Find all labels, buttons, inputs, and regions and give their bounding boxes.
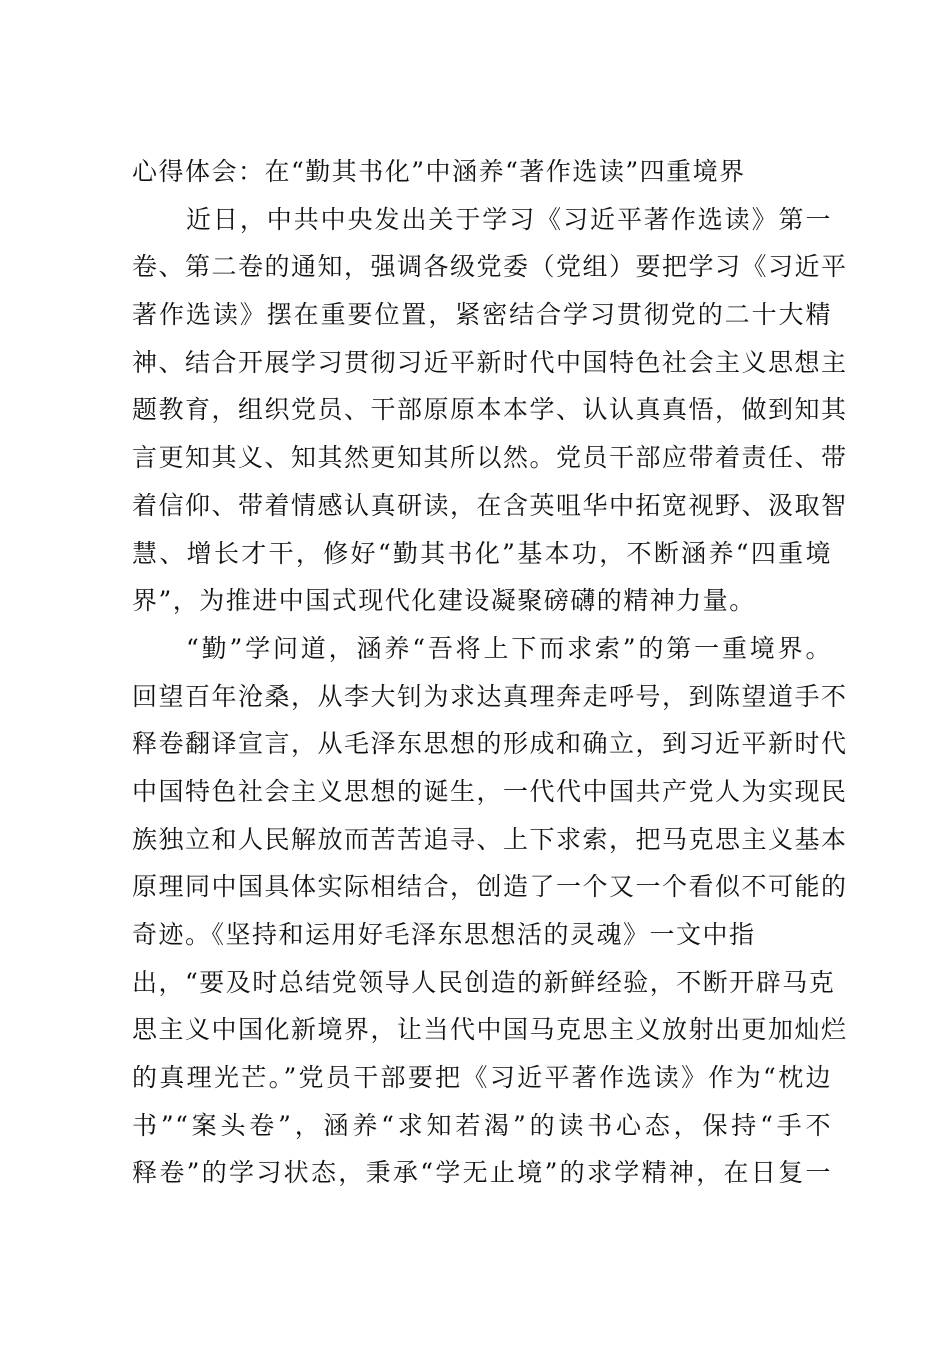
text-line: 释卷翻译宣言，从毛泽东思想的形成和确立，到习近平新时代 xyxy=(132,729,848,759)
text-line: 释卷”的学习状态，秉承“学无止境”的求学精神，在日复一 xyxy=(132,1158,832,1188)
text-line: 言更知其义、知其然更知其所以然。党员干部应带着责任、带 xyxy=(132,443,848,473)
text-line: 出，“要及时总结党领导人民创造的新鲜经验，不断开辟马克 xyxy=(132,967,836,997)
text-line: 卷、第二卷的通知，强调各级党委（党组）要把学习《习近平 xyxy=(132,252,848,282)
text-line: 著作选读》摆在重要位置，紧密结合学习贯彻党的二十大精 xyxy=(132,300,832,330)
text-line: 原理同中国具体实际相结合，创造了一个又一个看似不可能的 xyxy=(132,872,848,902)
text-line: 题教育，组织党员、干部原原本本学、认认真真悟，做到知其 xyxy=(132,395,848,425)
text-line: 族独立和人民解放而苦苦追寻、上下求索，把马克思主义基本 xyxy=(132,824,848,854)
text-line: 奇迹。《坚持和运用好毛泽东思想活的灵魂》一文中指 xyxy=(132,920,756,949)
document-body xyxy=(132,148,848,1197)
text-line: 慧、增长才干，修好“勤其书化”基本功，不断涵养“四重境 xyxy=(132,538,832,568)
text-line: 思主义中国化新境界，让当代中国马克思主义放射出更加灿烂 xyxy=(132,1015,848,1045)
document-title: 心得体会：在“勤其书化”中涵养“著作选读”四重境界 xyxy=(132,157,746,186)
text-line: 着信仰、带着情感认真研读，在含英咀华中拓宽视野、汲取智 xyxy=(132,490,848,520)
text-line: 近日，中共中央发出关于学习《习近平著作选读》第一 xyxy=(186,204,832,234)
text-line: “勤”学问道，涵养“吾将上下而求索”的第一重境界。 xyxy=(186,633,832,663)
text-line: 界”，为推进中国式现代化建设凝聚磅礴的精神力量。 xyxy=(132,586,756,616)
paragraph-2 xyxy=(132,625,848,1197)
text-line: 神、结合开展学习贯彻习近平新时代中国特色社会主义思想主 xyxy=(132,347,848,377)
text-line: 书”“案头卷”，涵养“求知若渴”的读书心态，保持“手不 xyxy=(132,1110,832,1140)
text-line: 的真理光芒。”党员干部要把《习近平著作选读》作为“枕边 xyxy=(132,1063,832,1093)
text-line: 中国特色社会主义思想的诞生，一代代中国共产党人为实现民 xyxy=(132,776,848,806)
text-line: 回望百年沧桑，从李大钊为求达真理奔走呼号，到陈望道手不 xyxy=(132,681,848,711)
paragraph-1 xyxy=(132,196,848,625)
